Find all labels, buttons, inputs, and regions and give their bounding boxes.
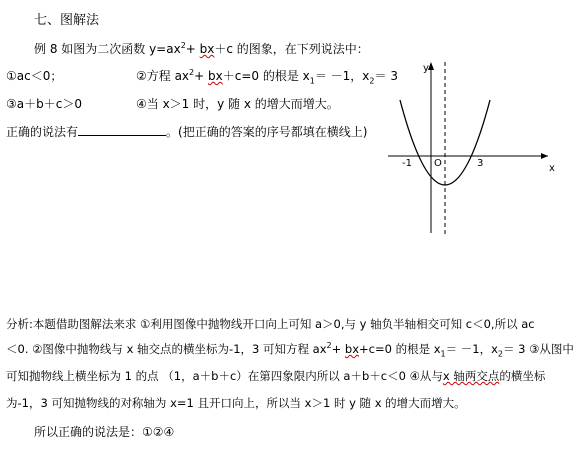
option-4: ④当 x＞1 时，y 随 x 的增大而增大。: [136, 97, 339, 111]
example-statement: 例 8 如图为二次函数 $y=ax^2+ bx+c$ 的图象，在下列说法中：: [34, 41, 369, 56]
final-answer: 所以正确的说法是：①②④: [34, 425, 175, 439]
option-1: ①ac＜0；: [6, 69, 63, 83]
analysis-line-1: 分析:本题借助图解法来求 ①利用图像中抛物线开口向上可知 a＞0,与 y 轴负半轴相交可知 c＜0,所以 ac: [6, 317, 535, 331]
x-axis-arrow: [541, 153, 548, 159]
x-intercept-3-label: 3: [477, 158, 484, 169]
origin-label: O: [434, 158, 442, 169]
y-axis-label: y: [423, 63, 429, 74]
answer-blank: [78, 124, 166, 136]
parabola-graph: [388, 58, 568, 238]
question-prompt: 正确的说法有 。(把正确的答案的序号都填在横线上): [6, 125, 368, 139]
x-intercept-neg1-label: -1: [402, 158, 412, 169]
option-2: ②方程 $ax^2+ bx+c=0$ 的根是 $x_1= -1$，$x_2= 3$: [136, 68, 398, 86]
option-3: ③a＋b＋c＞0: [6, 97, 82, 111]
section-title: 七、图解法: [34, 13, 100, 28]
analysis-line-2: ＜0. ②图像中抛物线与 x 轴交点的横坐标为-1，3 可知方程 $ax^2+ bx+c=0$ 的根是 $x_1= -1$，$x_2= 3$ ③从图中: [6, 341, 574, 359]
analysis-line-3: 可知抛物线上横坐标为 1 的点 （1，a＋b＋c）在第四象限内所以 a＋b＋c＜0 ④从与x 轴两交点的横坐标: [6, 369, 546, 383]
x-axis-label: x: [549, 163, 555, 174]
analysis-line-4: 为-1，3 可知抛物线的对称轴为 x=1 且开口向上，所以当 x＞1 时 y 随 x 的增大而增大。: [6, 396, 466, 410]
